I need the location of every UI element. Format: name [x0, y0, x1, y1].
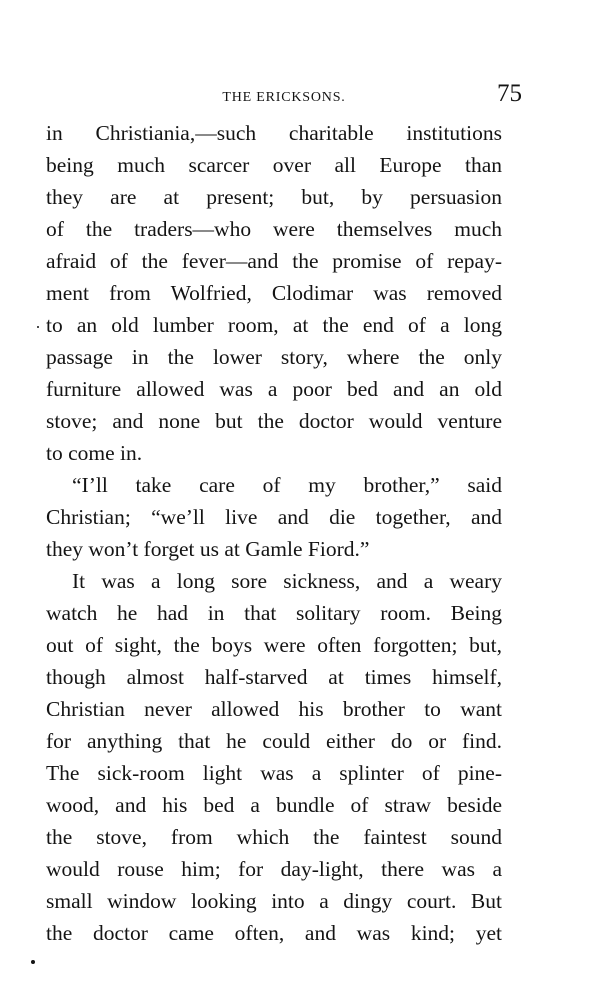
text-line: wood, and his bed a bundle of straw beside	[46, 793, 502, 817]
text-line: ment from Wolfried, Clodimar was removed	[46, 281, 502, 305]
text-line: the stove, from which the faintest sound	[46, 825, 502, 849]
text-line: to an old lumber room, at the end of a long	[46, 313, 502, 337]
running-head	[46, 80, 522, 110]
page-number: 75	[497, 80, 522, 107]
text-line: though almost half-starved at times himself,	[46, 665, 502, 689]
text-line: Christian; “we’ll live and die together, and	[46, 505, 502, 529]
text-line: The sick-room light was a splinter of pine-	[46, 761, 502, 785]
ink-speck	[31, 960, 35, 964]
text-line: of the traders—who were themselves much	[46, 217, 502, 241]
running-title: THE ERICKSONS.	[222, 90, 346, 105]
text-line: afraid of the fever—and the promise of repay-	[46, 249, 502, 273]
text-line: being much scarcer over all Europe than	[46, 153, 502, 177]
text-line: It was a long sore sickness, and a weary	[72, 569, 502, 593]
text-line: watch he had in that solitary room. Being	[46, 601, 502, 625]
text-line: furniture allowed was a poor bed and an old	[46, 377, 502, 401]
text-line: in Christiania,—such charitable institutions	[46, 121, 502, 145]
text-line: small window looking into a dingy court. But	[46, 889, 502, 913]
text-line: stove; and none but the doctor would venture	[46, 409, 502, 433]
text-line: for anything that he could either do or find.	[46, 729, 502, 753]
text-line: the doctor came often, and was kind; yet	[46, 921, 502, 945]
text-line: they won’t forget us at Gamle Fiord.”	[46, 537, 370, 561]
text-line: out of sight, the boys were often forgotten; but,	[46, 633, 502, 657]
text-line: would rouse him; for day-light, there was a	[46, 857, 502, 881]
text-line: they are at present; but, by persuasion	[46, 185, 502, 209]
text-line: passage in the lower story, where the only	[46, 345, 502, 369]
ink-speck	[37, 326, 39, 328]
text-line: to come in.	[46, 441, 143, 465]
text-line: “I’ll take care of my brother,” said	[72, 473, 502, 497]
body-text	[46, 117, 502, 949]
text-line: Christian never allowed his brother to want	[46, 697, 502, 721]
